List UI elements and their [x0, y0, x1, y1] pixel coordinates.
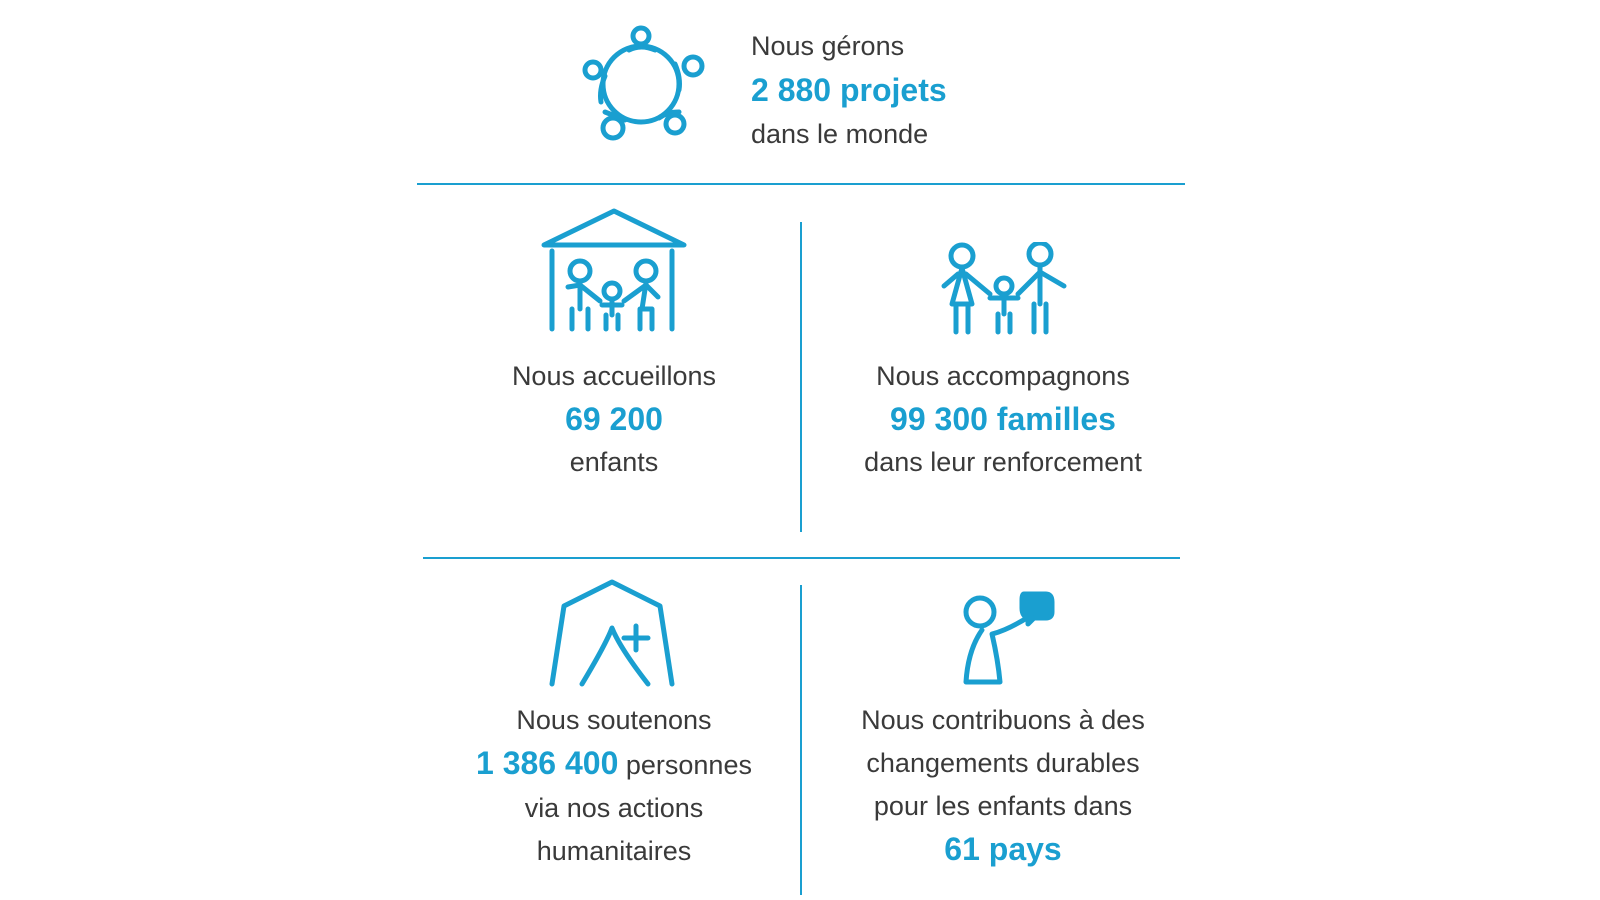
divider	[423, 557, 1180, 559]
stat-highlight: 2 880 projets	[751, 72, 947, 108]
stat-highlight: 1 386 400	[476, 745, 619, 781]
stat-families	[803, 355, 1203, 484]
stat-countries	[803, 699, 1203, 871]
stat-line: via nos actions	[524, 793, 704, 823]
stat-line: enfants	[569, 447, 659, 477]
divider	[417, 183, 1185, 185]
child-speech-icon	[958, 590, 1058, 690]
stat-children	[414, 355, 814, 484]
stat-suffix: personnes	[618, 750, 752, 780]
stat-line: dans leur renforcement	[864, 447, 1142, 477]
people-circle-icon	[575, 20, 715, 150]
stat-highlight: 61 pays	[944, 831, 1062, 867]
stat-line: Nous gérons	[751, 31, 905, 61]
stat-line: Nous accueillons	[511, 361, 717, 391]
house-family-icon	[538, 205, 690, 335]
stat-highlight: 99 300 familles	[890, 401, 1116, 437]
stat-line: changements durables	[866, 748, 1140, 778]
stat-line: pour les enfants dans	[873, 791, 1133, 821]
stat-line: dans le monde	[751, 119, 929, 149]
divider	[800, 585, 802, 895]
stat-projects	[751, 24, 947, 156]
stat-highlight: 69 200	[565, 401, 663, 437]
tent-medical-icon	[548, 578, 678, 690]
stat-people	[414, 699, 814, 873]
stat-line: Nous accompagnons	[876, 361, 1130, 391]
stat-line: Nous soutenons	[516, 705, 712, 735]
divider	[800, 222, 802, 532]
stat-line: Nous contribuons à des	[861, 705, 1145, 735]
stat-line: humanitaires	[536, 836, 692, 866]
stat-line-mixed	[414, 742, 814, 787]
family-icon	[938, 242, 1074, 336]
